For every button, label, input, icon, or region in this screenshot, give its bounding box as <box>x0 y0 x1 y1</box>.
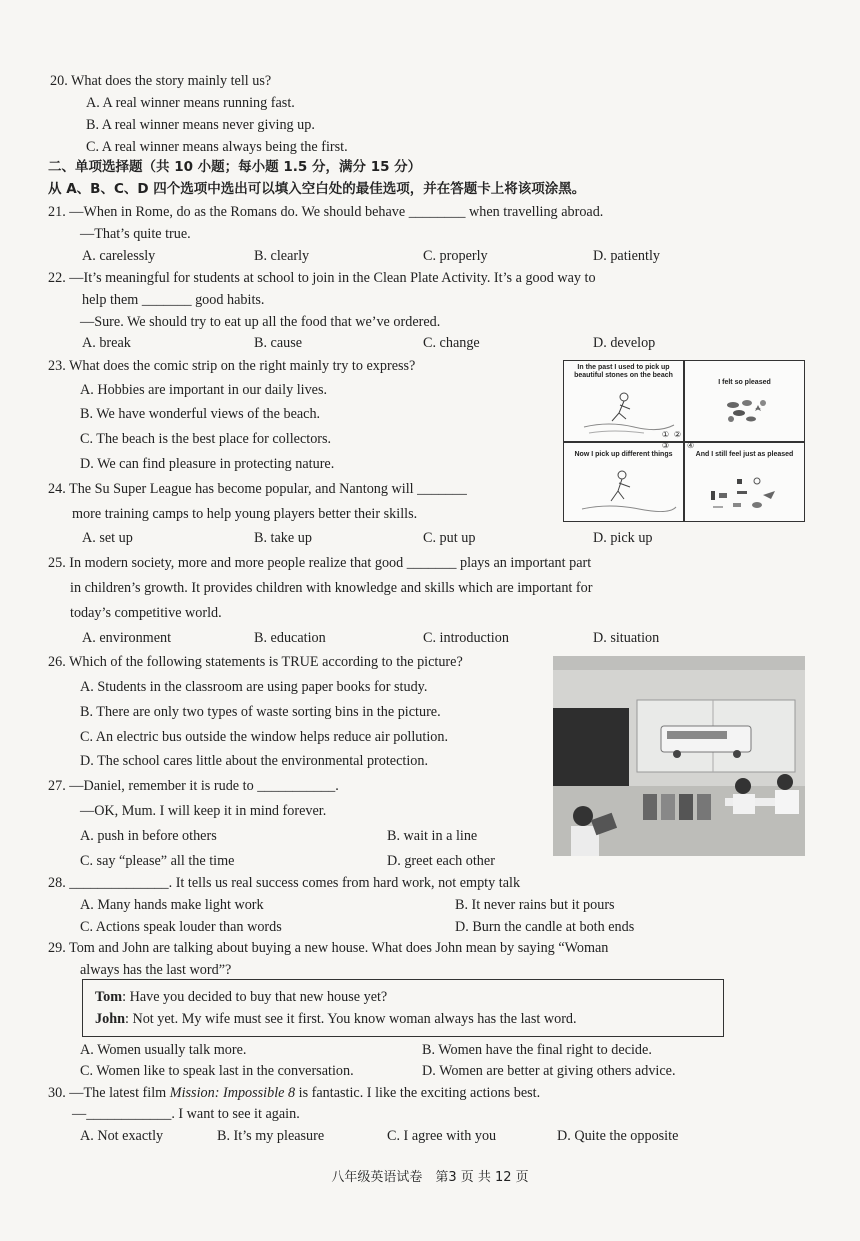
q27-line1: 27. —Daniel, remember it is rude to ___________. <box>48 778 339 794</box>
comic-number-3: ③ <box>661 441 669 450</box>
q21-line1: 21. —When in Rome, do as the Romans do. We should behave ________ when travelling abroad. <box>48 204 604 220</box>
q30-option-a: A. Not exactly <box>80 1128 164 1144</box>
comic-panel-1 <box>564 361 683 441</box>
q24-line1: 24. The Su Super League has become popular, and Nantong will _______ <box>48 481 467 497</box>
q27-option-b: B. wait in a line <box>387 828 478 844</box>
girl-picking-litter-illustration <box>564 443 683 521</box>
q21-option-c: C. properly <box>423 248 488 264</box>
section-title: 二、单项选择题（共 10 小题；每小题 1.5 分，满分 15 分） <box>48 159 422 175</box>
q30-line2: —____________. I want to see it again. <box>72 1106 300 1122</box>
shells-illustration <box>685 361 804 441</box>
q27-option-a: A. push in before others <box>80 828 217 844</box>
comic-panel-3-caption: Now I pick up different things <box>574 451 673 458</box>
q25-line1: 25. In modern society, more and more people realize that good _______ plays an important part <box>48 555 592 571</box>
q29-option-b: B. Women have the final right to decide. <box>422 1042 652 1058</box>
q22-option-a: A. break <box>82 335 131 351</box>
q25-option-b: B. education <box>254 630 326 646</box>
q24-option-b: B. take up <box>254 530 312 546</box>
litter-illustration <box>685 443 804 521</box>
q25-line2: in children’s growth. It provides children with knowledge and skills which are important for <box>70 580 593 596</box>
q26-option-a: A. Students in the classroom are using paper books for study. <box>80 679 428 695</box>
q21-line2: —That’s quite true. <box>80 226 191 242</box>
q28-option-b: B. It never rains but it pours <box>455 897 615 913</box>
q22-option-d: D. develop <box>593 335 656 351</box>
q20-option-b: B. A real winner means never giving up. <box>86 117 315 133</box>
dialog-text-john: : Not yet. My wife must see it first. You know woman always has the last word. <box>124 1011 577 1027</box>
q30-option-b: B. It’s my pleasure <box>217 1128 325 1144</box>
comic-strip <box>563 360 805 522</box>
q21-option-b: B. clearly <box>254 248 310 264</box>
q30-film-title: Mission: Impossible 8 <box>169 1085 296 1101</box>
section-instruction: 从 A、B、C、D 四个选项中选出可以填入空白处的最佳选项，并在答题卡上将该项涂黑。 <box>48 181 586 197</box>
comic-panel-4 <box>685 443 804 521</box>
q23-option-c: C. The beach is the best place for collectors. <box>80 431 332 447</box>
q22-line2: help them _______ good habits. <box>82 292 265 308</box>
comic-panel-2 <box>685 361 804 441</box>
q26-stem: 26. Which of the following statements is TRUE according to the picture? <box>48 654 463 670</box>
dialog-text-tom: : Have you decided to buy that new house yet? <box>122 989 388 1005</box>
q20-stem: 20. What does the story mainly tell us? <box>50 73 272 89</box>
q24-line2: more training camps to help young players better their skills. <box>72 506 418 522</box>
q28-option-c: C. Actions speak louder than words <box>80 919 282 935</box>
dialog-box <box>82 979 724 1037</box>
comic-panel-2-caption: I felt so pleased <box>718 379 771 386</box>
dialog-line-tom <box>95 988 387 1006</box>
q26-option-d: D. The school cares little about the environmental protection. <box>80 753 429 769</box>
comic-number-2: ② <box>673 430 681 439</box>
q27-option-d: D. greet each other <box>387 853 495 869</box>
q28-line1: 28. ______________. It tells us real success comes from hard work, not empty talk <box>48 875 521 891</box>
q27-line2: —OK, Mum. I will keep it in mind forever. <box>80 803 327 819</box>
q29-line2: always has the last word”? <box>80 962 232 978</box>
q20-option-a: A. A real winner means running fast. <box>86 95 295 111</box>
q24-option-d: D. pick up <box>593 530 653 546</box>
comic-panel-4-caption: And I still feel just as pleased <box>695 451 794 458</box>
classroom-photo <box>553 656 805 856</box>
q26-option-c: C. An electric bus outside the window helps reduce air pollution. <box>80 729 449 745</box>
q28-option-a: A. Many hands make light work <box>80 897 264 913</box>
q22-line3: —Sure. We should try to eat up all the food that we’ve ordered. <box>80 314 441 330</box>
q21-option-a: A. carelessly <box>82 248 156 264</box>
q23-option-d: D. We can find pleasure in protecting nature. <box>80 456 335 472</box>
comic-number-4: ④ <box>687 441 695 450</box>
q20-option-c: C. A real winner means always being the first. <box>86 139 348 155</box>
dialog-line-john <box>95 1010 577 1028</box>
q30-line1 <box>48 1084 540 1102</box>
q25-option-a: A. environment <box>82 630 172 646</box>
comic-panel-3 <box>564 443 683 521</box>
q23-stem: 23. What does the comic strip on the right mainly try to express? <box>48 358 416 374</box>
q25-option-c: C. introduction <box>423 630 509 646</box>
q30-pre: 30. —The latest film <box>48 1085 170 1101</box>
q23-option-a: A. Hobbies are important in our daily lives. <box>80 382 328 398</box>
q29-option-d: D. Women are better at giving others advice. <box>422 1063 676 1079</box>
q26-option-b: B. There are only two types of waste sorting bins in the picture. <box>80 704 441 720</box>
q29-option-a: A. Women usually talk more. <box>80 1042 247 1058</box>
q22-option-c: C. change <box>423 335 480 351</box>
q28-option-d: D. Burn the candle at both ends <box>455 919 635 935</box>
q29-option-c: C. Women like to speak last in the conversation. <box>80 1063 354 1079</box>
q30-option-d: D. Quite the opposite <box>557 1128 679 1144</box>
girl-on-beach-illustration <box>564 361 683 441</box>
page-footer: 八年级英语试卷 第3 页 共 12 页 <box>331 1170 529 1185</box>
q25-line3: today’s competitive world. <box>70 605 222 621</box>
q22-line1: 22. —It’s meaningful for students at school to join in the Clean Plate Activity. It’s a good way to <box>48 270 596 286</box>
q30-option-c: C. I agree with you <box>387 1128 497 1144</box>
q21-option-d: D. patiently <box>593 248 660 264</box>
q27-option-c: C. say “please” all the time <box>80 853 235 869</box>
comic-panel-1-caption: In the past I used to pick up beautiful stones on the beach <box>574 364 673 379</box>
dialog-speaker-tom: Tom <box>95 989 123 1005</box>
q24-option-a: A. set up <box>82 530 133 546</box>
comic-number-1: ① <box>661 430 669 439</box>
q25-option-d: D. situation <box>593 630 660 646</box>
q23-option-b: B. We have wonderful views of the beach. <box>80 406 321 422</box>
q29-line1: 29. Tom and John are talking about buying a new house. What does John mean by saying “Woman <box>48 940 609 956</box>
q22-option-b: B. cause <box>254 335 303 351</box>
dialog-speaker-john: John <box>95 1011 125 1027</box>
classroom-illustration <box>553 656 805 856</box>
q30-post: is fantastic. I like the exciting actions best. <box>295 1085 541 1101</box>
q24-option-c: C. put up <box>423 530 476 546</box>
